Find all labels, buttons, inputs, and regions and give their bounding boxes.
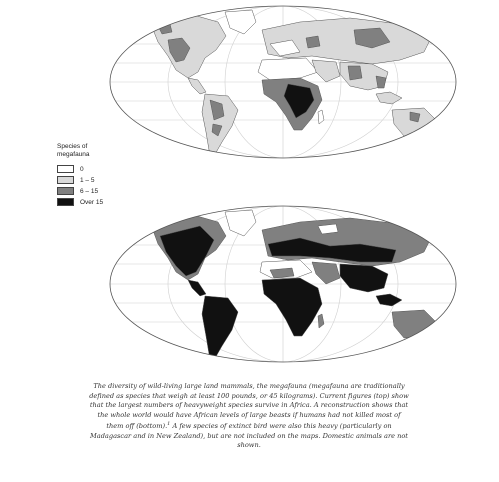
footnote-link[interactable]: 1 (167, 421, 171, 427)
caption-text-note: A few species of extinct bird were also this heavy (particularly on Madagascar and in New Zealand), but are not included on the maps. Domestic animals are not shown. (90, 422, 408, 450)
legend-title-line2: megafauna (57, 151, 90, 158)
legend-title-line1: Species of (57, 143, 88, 150)
legend-swatch-0 (57, 165, 74, 173)
legend-label-0: 0 (80, 165, 84, 173)
current-megafauna-map (100, 0, 470, 170)
legend-swatch-1-5 (57, 176, 74, 184)
legend-swatch-over-15 (57, 198, 74, 206)
legend-swatch-6-15 (57, 187, 74, 195)
legend-title (57, 143, 147, 159)
caption-text-main: The diversity of wild-living large land mammals, the megafauna (megafauna are traditionally defined as species that weigh at least 100 pounds, or 45 kilograms). Current figures (top) show that the largest numbers of heavyweight species survive in Africa. A reconstruction shows that the whole world would have African levels of large beasts if humans had not killed most of them off (bottom). (89, 382, 409, 431)
legend-item-over-15 (57, 197, 147, 207)
legend-label-6-15: 6 – 15 (80, 187, 99, 195)
reconstructed-megafauna-map (100, 200, 470, 370)
figure-caption (88, 382, 410, 451)
species-legend (57, 143, 147, 208)
legend-label-over-15: Over 15 (80, 198, 104, 206)
legend-item-6-15 (57, 186, 147, 196)
legend-item-0 (57, 164, 147, 174)
legend-label-1-5: 1 – 5 (80, 176, 95, 184)
legend-item-1-5 (57, 175, 147, 185)
